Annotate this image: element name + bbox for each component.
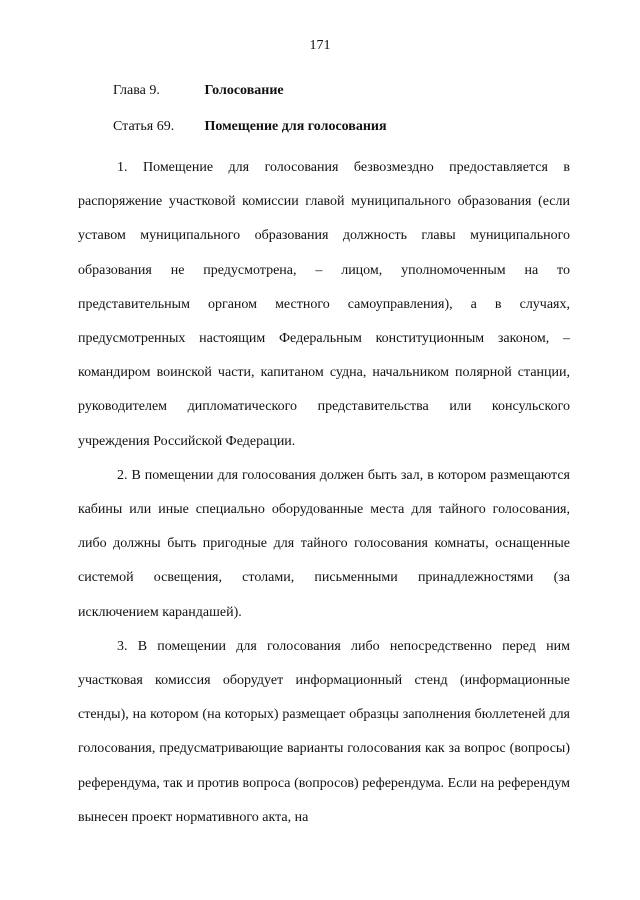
chapter-heading [113,83,284,99]
chapter-label: Глава 9. [113,83,160,98]
article-label: Статья 69. [113,119,175,134]
article-heading [113,119,387,135]
paragraph-3: 3. В помещении для голосования либо непосредственно перед ним участковая комиссия оборудует информационный стенд (информационные стенды), на котором (на которых) размещает образцы заполнения бюллетеней для голосования, предусматривающие варианты голосования как за вопрос (вопросы) референдума, так и против вопроса (вопросов) референдума. Если на референдум вынесен проект нормативного акта, на [78,638,570,825]
paragraph-1: 1. Помещение для голосования безвозмездно предоставляется в распоряжение участковой комиссии главой муниципального образования (если уставом муниципального образования должность главы муниципального образования не предусмотрена, – лицом, уполномоченным на то представительным органом местного самоуправления), а в случаях, предусмотренных настоящим Федеральным конституционным законом, – командиром воинской части, капитаном судна, начальником полярной станции, руководителем дипломатического представительства или консульского учреждения Российской Федерации. [78,160,570,449]
page-number: 171 [309,38,331,53]
chapter-title: Голосование [204,83,284,98]
article-title: Помещение для голосования [204,119,387,134]
article-body [78,151,570,835]
paragraph-2: 2. В помещении для голосования должен быть зал, в котором размещаются кабины или иные специально оборудованные места для тайного голосования, либо должны быть пригодные для тайного голосования комнаты, оснащенные системой освещения, столами, письменными принадлежностями (за исключением карандашей). [78,467,570,620]
